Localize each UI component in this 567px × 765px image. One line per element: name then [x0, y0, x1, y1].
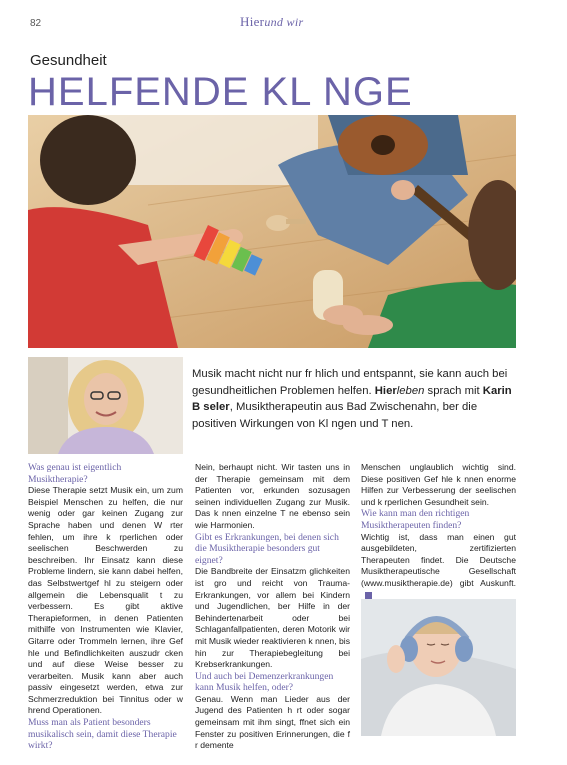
brand-main: Hier [240, 14, 265, 29]
article-end-mark [365, 592, 372, 599]
lead-brand-bold: Hier [374, 384, 397, 397]
question-heading: Was genau ist eigentlich Musiktherapie? [28, 462, 122, 485]
article-headline: HELFENDE KL NGE [28, 70, 413, 114]
headphones-photo [361, 599, 516, 736]
text-column-1 [28, 462, 183, 752]
question-heading: Und auch bei Demenzerkrankungen kann Musik helfen, oder? [195, 670, 334, 694]
lead-text-3: , Musiktherapeutin aus Bad Zwischenahn, ber die positiven Wirkungen von Kl ngen und T nen. [192, 401, 478, 430]
text-column-3 [361, 462, 516, 601]
lead-person-name: Karin B seler [192, 384, 512, 413]
text-column-2 [195, 462, 350, 752]
hero-photo-illustration [28, 115, 516, 348]
answer-paragraph: Genau. Wenn man Lieder aus der Jugend des Patienten h rt oder sogar gemeinsam mit ihm singt, ffnet sich ein Fenster zu positiven Erinnerungen, die f r demente [195, 693, 350, 751]
article-lead [192, 366, 517, 432]
hero-photo [28, 115, 516, 348]
answer-paragraph: Diese Therapie setzt Musik ein, um zum Beispiel Menschen zu helfen, die nur wenig oder gar keinen Zugang zur Sprache haben und denen W rter fehlen, um ihre k rperlichen oder seelischen Beschwerden zu beschreiben. Ihr Einsatz kann diese Probleme lindern, sie kann dabei helfen, das Selbstwertgef hl zu steigern oder allgemein die Lebensqualit t zu verbessern. Es gibt aktive Therapieformen, in denen Patienten mithilfe von Instrumenten wie Klavier, Gitarre oder Trommeln lernen, ihre Gef hle und Befindlichkeiten auszudr cken und auf diese Weise besser zu verarbeiten. Musik kann aber auch passiv eingesetzt werden, etwa zur Schmerzreduktion bei Tinnitus oder w hrend Operationen. [28, 485, 183, 716]
portrait-photo [28, 357, 183, 454]
magazine-brand [240, 14, 303, 30]
section-kicker: Gesundheit [30, 52, 107, 69]
answer-paragraph [361, 532, 516, 602]
page-number: 82 [30, 18, 42, 29]
answer-text: Wichtig ist, dass man einen gut ausgebildeten, zertifizierten Therapeuten findet. Die Deutsche Musiktherapeutische Gesellschaft (www.musiktherapie.de) gibt Auskunft. [361, 531, 516, 588]
question-heading: Muss man als Patient besonders musikalisch sein, damit diese Therapie wirkt? [28, 717, 177, 752]
question-heading: Wie kann man den richtigen Musiktherapeuten finden? [361, 508, 470, 531]
brand-script: und wir [264, 15, 304, 29]
answer-paragraph: Nein, berhaupt nicht. Wir tasten uns in der Therapie gemeinsam mit dem Patienten vor, erkunden sozusagen seinen individuellen Zugang zur Musik. Das k nnen einzelne T ne ebenso sein wie Harmonien. [195, 462, 350, 530]
lead-text-2: sprach mit [424, 384, 483, 397]
portrait-illustration [28, 357, 183, 454]
lead-text-1: Musik macht nicht nur fr hlich und entspannt, sie kann auch bei gesundheitlichen Problemen helfen. [192, 368, 508, 397]
answer-paragraph: Die Bandbreite der Einsatzm glichkeiten ist gro und reicht von Trauma-Erkrankungen, vor allem bei Kindern und Jugendlichen, ber Hilfe in der Behindertenarbeit oder bei Schlaganfallpatienten, deren Motorik wir mit Musik wieder reaktivieren k nnen, bis hin zur Therapiebegleitung bei Krebserkrankungen. [195, 566, 350, 670]
question-heading: Gibt es Erkrankungen, bei denen sich die Musiktherapie besonders gut eignet? [195, 531, 339, 566]
lead-brand-italic: leben [396, 384, 425, 397]
answer-paragraph: Menschen unglaublich wichtig sind. Diese positiven Gef hle k nnen enorme Hilfen zur Verbesserung der seelischen und k rperlichen Gesundheit sein. [361, 462, 516, 507]
headphones-photo-illustration [361, 599, 516, 736]
